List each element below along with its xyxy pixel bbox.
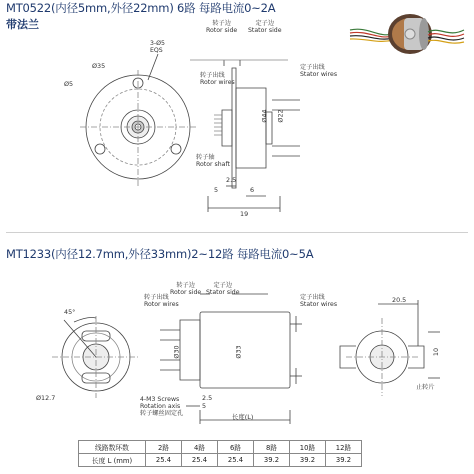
top-dim-w6: 6 bbox=[250, 186, 255, 194]
top-rotor-wires-label: 转子出线 Rotor wires bbox=[200, 72, 235, 86]
top-dim-d35: Ø35 bbox=[92, 62, 106, 70]
bottom-dim-angle: 45° bbox=[64, 308, 76, 316]
bottom-length-label: 长度(L) bbox=[232, 413, 254, 421]
top-dim-d5: Ø5 bbox=[64, 80, 74, 88]
top-title: MT0522(内径5mm,外径22mm) 6路 每路电流0~2A bbox=[6, 1, 276, 15]
table-cell: 25.4 bbox=[218, 454, 254, 467]
spec-table bbox=[78, 440, 362, 467]
top-dim-d22: Ø22 bbox=[276, 109, 285, 123]
table-row bbox=[79, 454, 362, 467]
bottom-dim-w10: 10 bbox=[432, 347, 441, 357]
section-divider bbox=[6, 232, 468, 233]
top-subtitle: 带法兰 bbox=[6, 18, 39, 31]
top-dim-d44: Ø44 bbox=[260, 109, 269, 123]
side-flange bbox=[232, 68, 236, 188]
bottom-rotor-side-label: 转子边 Rotor side bbox=[170, 282, 202, 296]
bottom-dim-w205: 20.5 bbox=[392, 296, 407, 304]
table-cell: 8路 bbox=[254, 441, 290, 454]
table-cell: 25.4 bbox=[146, 454, 182, 467]
bottom-stator-side-label: 定子边 Stator side bbox=[206, 282, 240, 296]
top-stator-side-label: 定子边 Stator side bbox=[248, 20, 282, 34]
top-dim-w5: 5 bbox=[214, 186, 219, 194]
bottom-side-body bbox=[200, 312, 290, 388]
bottom-dim-d30: Ø30 bbox=[172, 345, 181, 359]
table-cell: 39.2 bbox=[326, 454, 362, 467]
bottom-title: MT1233(内径12.7mm,外径33mm)2~12路 每路电流0~5A bbox=[6, 247, 314, 261]
top-rotor-shaft-label: 转子轴 Rotor shaft bbox=[196, 154, 230, 168]
bottom-dim-d33: Ø33 bbox=[234, 345, 243, 359]
top-rotor-side-label: 转子边 Rotor side bbox=[206, 20, 238, 34]
bottom-rotating-part-label: 止转片 bbox=[416, 384, 435, 391]
bottom-screws-label: 4-M3 Screws Rotation axis 转子螺丝固定孔 bbox=[140, 396, 184, 417]
top-stator-wires-label: 定子出线 Stator wires bbox=[300, 64, 338, 78]
top-dim-w25: 2.5 bbox=[226, 176, 237, 184]
bottom-dim-w25: 2.5 bbox=[202, 394, 213, 402]
bottom-dim-d127: Ø12.7 bbox=[36, 394, 56, 402]
table-row bbox=[79, 441, 362, 454]
top-dim-w19: 19 bbox=[240, 210, 249, 218]
table-header-cell: 长度 L (mm) bbox=[79, 454, 146, 467]
mount-hole-2 bbox=[95, 144, 105, 154]
bottom-dim-w5: 5 bbox=[202, 402, 207, 410]
table-cell: 2路 bbox=[146, 441, 182, 454]
table-cell: 10路 bbox=[290, 441, 326, 454]
table-cell: 6路 bbox=[218, 441, 254, 454]
table-cell: 25.4 bbox=[182, 454, 218, 467]
table-header-cell: 线路数环数 bbox=[79, 441, 146, 454]
mount-hole-3 bbox=[171, 144, 181, 154]
table-cell: 4路 bbox=[182, 441, 218, 454]
rotor-hub bbox=[222, 110, 232, 146]
top-holes-label: 3-Ø5 EQS bbox=[150, 40, 165, 54]
side-body bbox=[236, 88, 266, 168]
bottom-rotor-wires-label: 转子出线 Rotor wires bbox=[144, 294, 179, 308]
table-cell: 12路 bbox=[326, 441, 362, 454]
table-cell: 39.2 bbox=[254, 454, 290, 467]
table-cell: 39.2 bbox=[290, 454, 326, 467]
bottom-stator-wires-label: 定子出线 Stator wires bbox=[300, 294, 338, 308]
